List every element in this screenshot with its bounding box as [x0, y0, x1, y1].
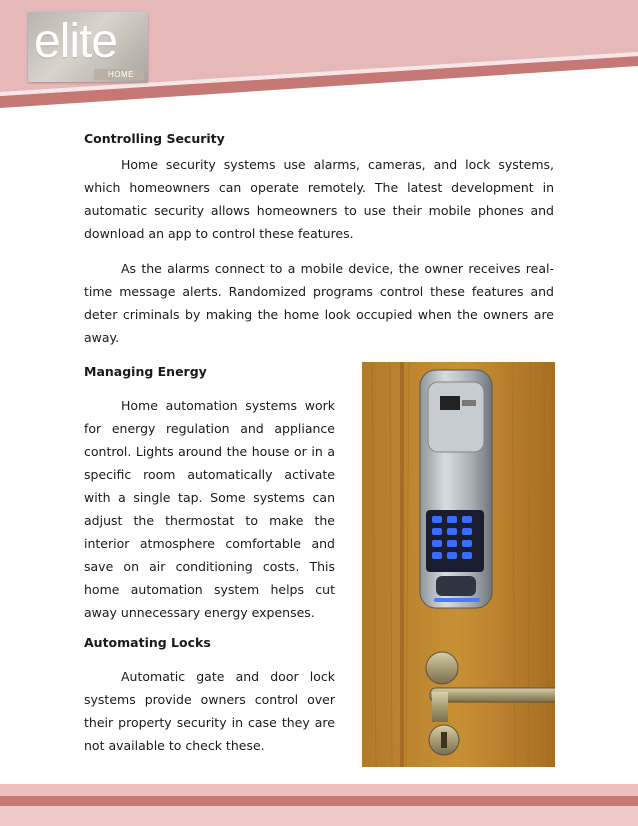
- section-title-controlling-security: Controlling Security: [84, 131, 225, 146]
- digital-door-lock-photo: [362, 362, 555, 767]
- handle-rosette: [426, 652, 458, 684]
- paragraph-locks: Automatic gate and door lock systems provide owners control over their property security in case they are not available to check these.: [84, 669, 335, 753]
- paragraph-energy: Home automation systems work for energy regulation and appliance control. Lights around the house or in a specific room automatically activate with a single tap. Some systems can adjust the thermostat to make the interior atmosphere comfortable and save on air conditioning costs. This home automation system helps cut away unnecessary energy expenses.: [84, 398, 335, 620]
- paragraph-security-2: As the alarms connect to a mobile device, the owner receives real-time message alerts. Randomized programs control these features and deter criminals by making the home look occupied when the owners are away.: [84, 261, 554, 345]
- logo-wordmark: elite: [34, 15, 118, 68]
- paragraph-security-1: Home security systems use alarms, cameras, and lock systems, which homeowners can operate remotely. The latest development in automatic security allows homeowners to use their mobile phones and download an app to control these features.: [84, 157, 554, 241]
- section-title-managing-energy: Managing Energy: [84, 364, 207, 379]
- elite-home-logo: [28, 12, 148, 82]
- section-title-automating-locks: Automating Locks: [84, 635, 211, 650]
- footer-banner: [0, 784, 638, 826]
- door-handle: [430, 688, 555, 702]
- logo-subtitle: HOME: [94, 69, 144, 80]
